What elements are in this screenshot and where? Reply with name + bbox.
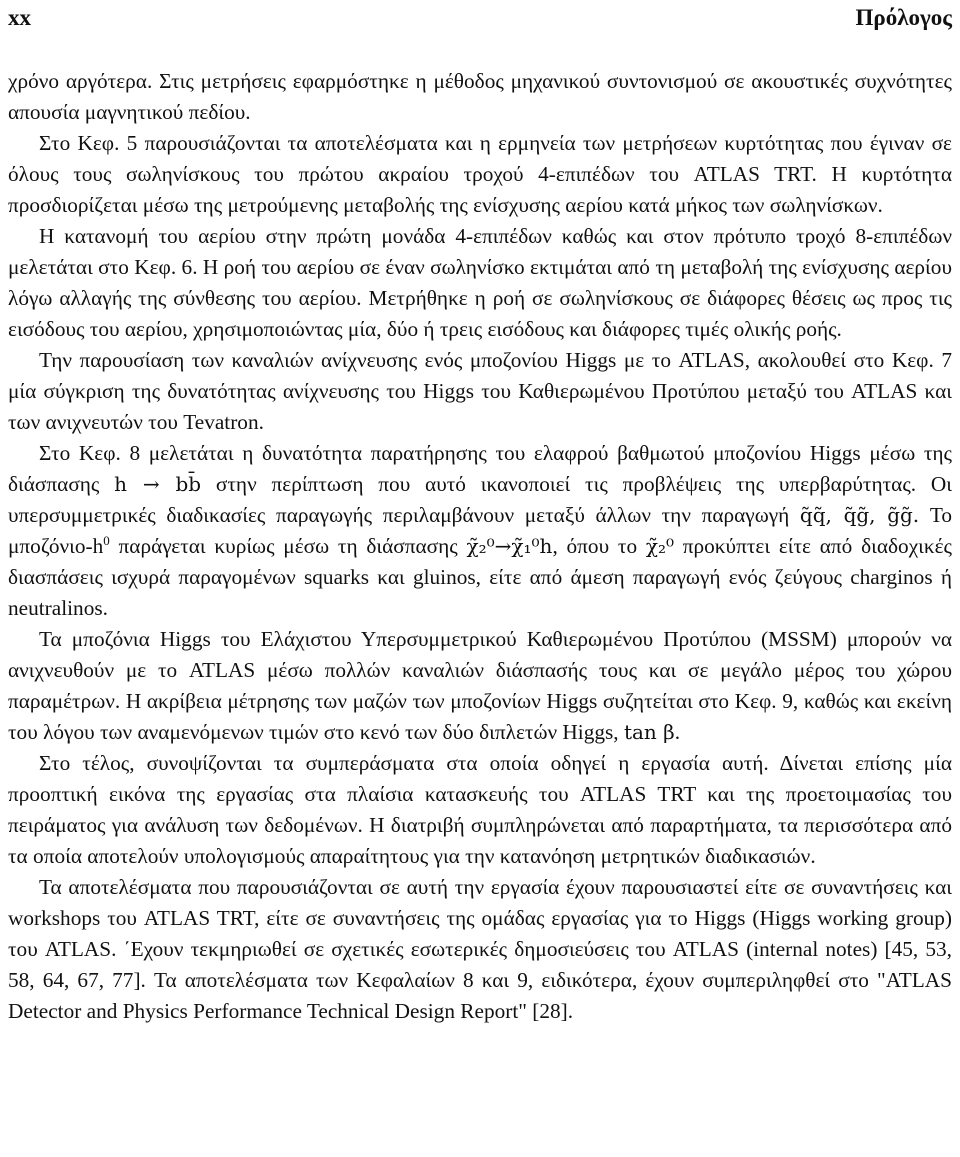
paragraph-chapter-5: Στο Κεφ. 5 παρουσιάζονται τα αποτελέσματα και η ερμηνεία των μετρήσεων κυρτότητας που έγιναν σε όλους τους σωληνίσκους του πρώτου ακραίου τροχού 4-επιπέδων του ATLAS TRT. Η κυρτότητα προσδιορίζεται μέσω της μετρούμενης μεταβολής της ενίσχυσης αερίου κατά μήκος των σωληνίσκων. (8, 131, 952, 217)
paragraph-chapter-8-text-6: προκύπτει είτε από διαδοχικές διασπάσεις ισχυρά παραγομένων squarks και gluinos, είτε από άμεση παραγωγή ενός ζεύγους charginos ή neutralinos. (8, 534, 952, 620)
paragraph-conclusions: Στο τέλος, συνοψίζονται τα συμπεράσματα στα οποία οδηγεί η εργασία αυτή. Δίνεται επίσης μία προοπτική εικόνα της εργασίας στα πλαίσια κατασκευής του ATLAS TRT και της προετοιμασίας του πειράματος για ανάλυση των δεδομένων. Η διατριβή συμπληρώνεται από παραρτήματα, τα περισσότερα από τα οποία αποτελούν υπολογισμούς απαραίτητους για την κατανόηση μετρητικών διαδικασιών. (8, 751, 952, 868)
paragraph-chapter-6: Η κατανομή του αερίου στην πρώτη μονάδα 4-επιπέδων καθώς και στον πρότυπο τροχό 8-επιπέδων μελετάται στο Κεφ. 6. Η ροή του αερίου σε έναν σωληνίσκο εκτιμάται από τη μεταβολή της ενίσχυσης αερίου λόγω αλλαγής της σύνθεσης του αερίου. Μετρήθηκε η ροή σε σωληνίσκους σε διάφορες θέσεις ως προς τις εισόδους του αερίου, χρησιμοποιώντας μία, δύο ή τρεις εισόδους και διάφορες τιμές ολικής ροής. (8, 224, 952, 341)
chapter-title: Πρόλογος (855, 5, 952, 30)
paragraph-chapter-8-text-2: στην περίπτωση που αυτό ικανοποιεί τις προβλέψεις της υπερβαρύτητας. Οι υπερσυμμετρικές διαδικασίες παραγωγής περιλαμβάνουν μεταξύ άλλων την παραγωγή (8, 472, 952, 527)
paragraph-chapter-9-text-1: Τα μποζόνια Higgs του Ελάχιστου Υπερσυμμετρικού Καθιερωμένου Προτύπου (MSSM) μπορούν να ανιχνευθούν με το ATLAS μέσω πολλών καναλιών διάσπασής τους και σε μεγάλο μέρος του χώρου παραμέτρων. Η ακρίβεια μέτρησης των μαζών των μποζονίων Higgs συζητείται στο Κεφ. 9, καθώς και εκείνη του λόγου των αναμενόμενων τιμών στο κενό των δύο διπλετών Higgs, (8, 627, 952, 744)
decay-formula-h-bb: h → bb̄ (114, 472, 202, 496)
paragraph-chapter-9 (8, 624, 952, 748)
running-header (8, 4, 952, 32)
neutralino-decay-formula: χ̃₂⁰→χ̃₁⁰h (466, 534, 553, 558)
page-number: xx (8, 5, 31, 30)
paragraph-chapter-8 (8, 438, 952, 624)
paragraph-continuation: χρόνο αργότερα. Στις μετρήσεις εφαρμόστηκε η μέθοδος μηχανικού συντονισμού σε ακουστικές συχνότητες απουσία μαγνητικού πεδίου. (8, 69, 952, 124)
paragraph-chapter-8-text-3: Το μποζόνιο-h (8, 503, 953, 558)
paragraph-chapter-8-text-5: , όπου το (552, 534, 646, 558)
h-zero-superscript: 0 (103, 532, 110, 548)
body-text (8, 66, 952, 1027)
sparticle-production-formula: q̃q̃, q̃g̃, g̃g̃. (799, 503, 920, 527)
neutralino-symbol: χ̃₂⁰ (645, 534, 675, 558)
paragraph-chapter-8-text-1: Στο Κεφ. 8 μελετάται η δυνατότητα παρατήρησης του ελαφρού βαθμωτού μποζονίου Higgs μέσω της διάσπασης (8, 441, 952, 496)
tan-beta-formula: tan β (623, 720, 675, 744)
paragraph-chapter-8-text-4: παράγεται κυρίως μέσω τη διάσπασης (109, 534, 467, 558)
paragraph-publications: Τα αποτελέσματα που παρουσιάζονται σε αυτή την εργασία έχουν παρουσιαστεί είτε σε συναντήσεις και workshops του ATLAS TRT, είτε σε συναντήσεις της ομάδας εργασίας για το Higgs (Higgs working group) του ATLAS. ΄Εχουν τεκμηριωθεί σε σχετικές εσωτερικές δημοσιεύσεις του ATLAS (internal notes) [45, 53, 58, 64, 67, 77]. Τα αποτελέσματα των Κεφαλαίων 8 και 9, ειδικότερα, έχουν συμπεριληφθεί στο "ATLAS Detector and Physics Performance Technical Design Report" [28]. (8, 875, 952, 1023)
paragraph-chapter-7: Την παρουσίαση των καναλιών ανίχνευσης ενός μποζονίου Higgs με το ATLAS, ακολουθεί στο Κεφ. 7 μία σύγκριση της δυνατότητας ανίχνευσης του Higgs του Καθιερωμένου Προτύπου μεταξύ του ATLAS και των ανιχνευτών του Tevatron. (8, 348, 952, 434)
paragraph-chapter-9-text-2: . (674, 720, 681, 744)
